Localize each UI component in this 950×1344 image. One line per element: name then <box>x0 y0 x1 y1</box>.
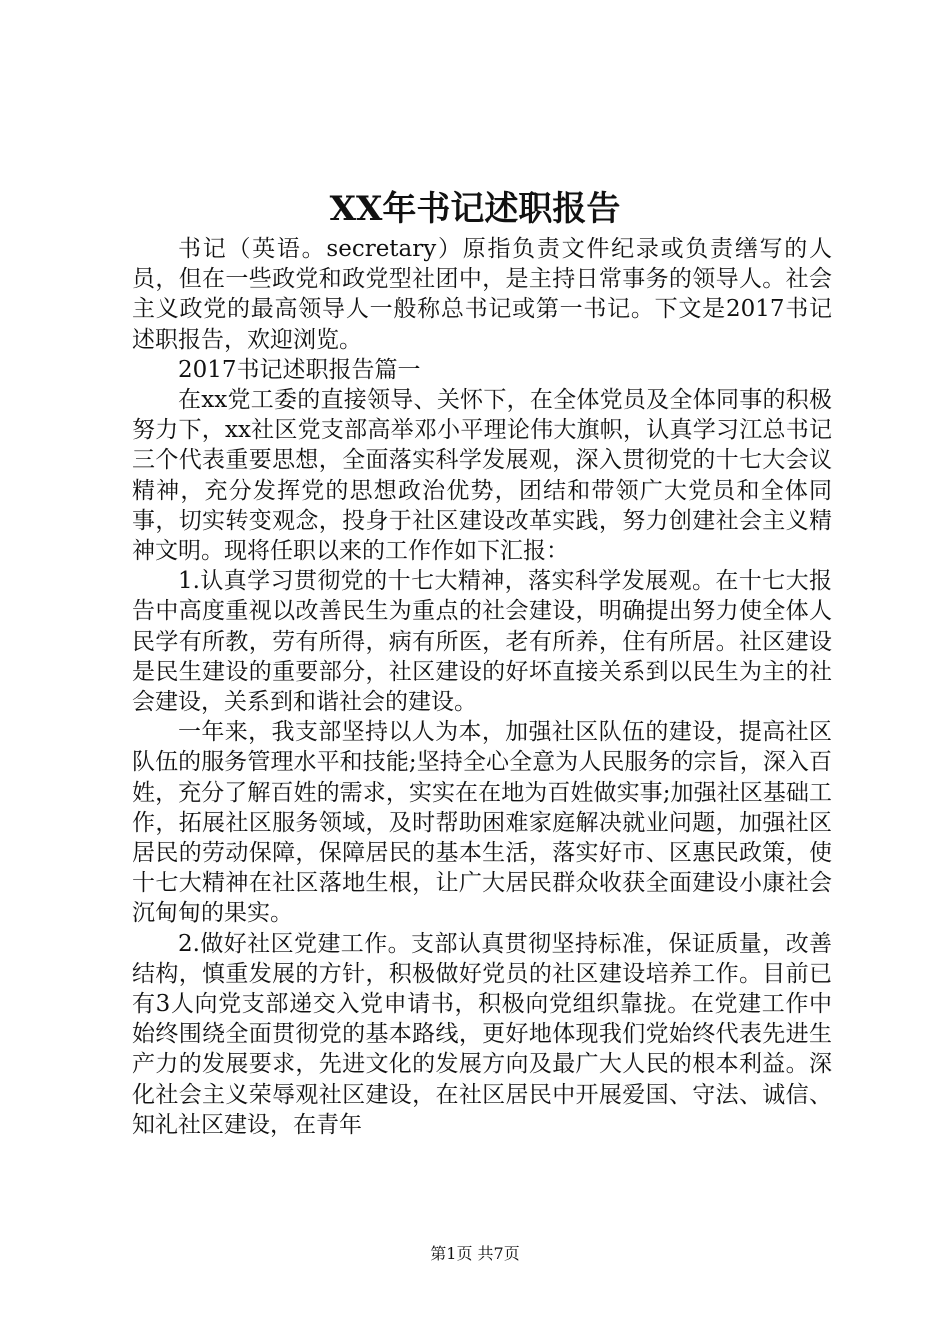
paragraph-item-1: 1.认真学习贯彻党的十七大精神，落实科学发展观。在十七大报告中高度重视以改善民生为重点的社会建设，明确提出努力使全体人民学有所教，劳有所得，病有所医，老有所养，住有所居。社区建设是民生建设的重要部分，社区建设的好坏直接关系到以民生为主的社会建设，关系到和谐社会的建设。 <box>132 568 832 716</box>
document-title: XX年书记述职报告 <box>329 189 621 229</box>
paragraph-overview: 在xx党工委的直接领导、关怀下，在全体党员及全体同事的积极努力下，xx社区党支部高举邓小平理论伟大旗帜，认真学习江总书记三个代表重要思想，全面落实科学发展观，深入贯彻党的十七大会议精神，充分发挥党的思想政治优势，团结和带领广大党员和全体同事，切实转变观念，投身于社区建设改革实践，努力创建社会主义精神文明。现将任职以来的工作作如下汇报： <box>132 387 832 565</box>
document-body <box>132 234 832 1140</box>
paragraph-item-2: 2.做好社区党建工作。支部认真贯彻坚持标准，保证质量，改善结构，慎重发展的方针，积极做好党员的社区建设培养工作。目前已有3人向党支部递交入党申请书，积极向党组织靠拢。在党建工作中始终围绕全面贯彻党的基本路线，更好地体现我们党始终代表先进生产力的发展要求，先进文化的发展方向及最广大人民的根本利益。深化社会主义荣辱观社区建设，在社区居民中开展爱国、守法、诚信、知礼社区建设，在青年 <box>132 930 832 1138</box>
paragraph-section-heading: 2017书记述职报告篇一 <box>178 356 421 383</box>
page-footer: 第1页 共7页 <box>430 1244 520 1263</box>
paragraph-year-summary: 一年来，我支部坚持以人为本，加强社区队伍的建设，提高社区队伍的服务管理水平和技能;坚持全心全意为人民服务的宗旨，深入百姓，充分了解百姓的需求，实实在在地为百姓做实事;加强社区基础工作，拓展社区服务领域，及时帮助困难家庭解决就业问题，加强社区居民的劳动保障，保障居民的基本生活，落实好市、区惠民政策，使十七大精神在社区落地生根，让广大居民群众收获全面建设小康社会沉甸甸的果实。 <box>132 719 832 927</box>
paragraph-intro: 书记（英语。secretary）原指负责文件纪录或负责缮写的人员，但在一些政党和政党型社团中，是主持日常事务的领导人。社会主义政党的最高领导人一般称总书记或第一书记。下文是2017书记述职报告，欢迎浏览。 <box>132 236 832 353</box>
